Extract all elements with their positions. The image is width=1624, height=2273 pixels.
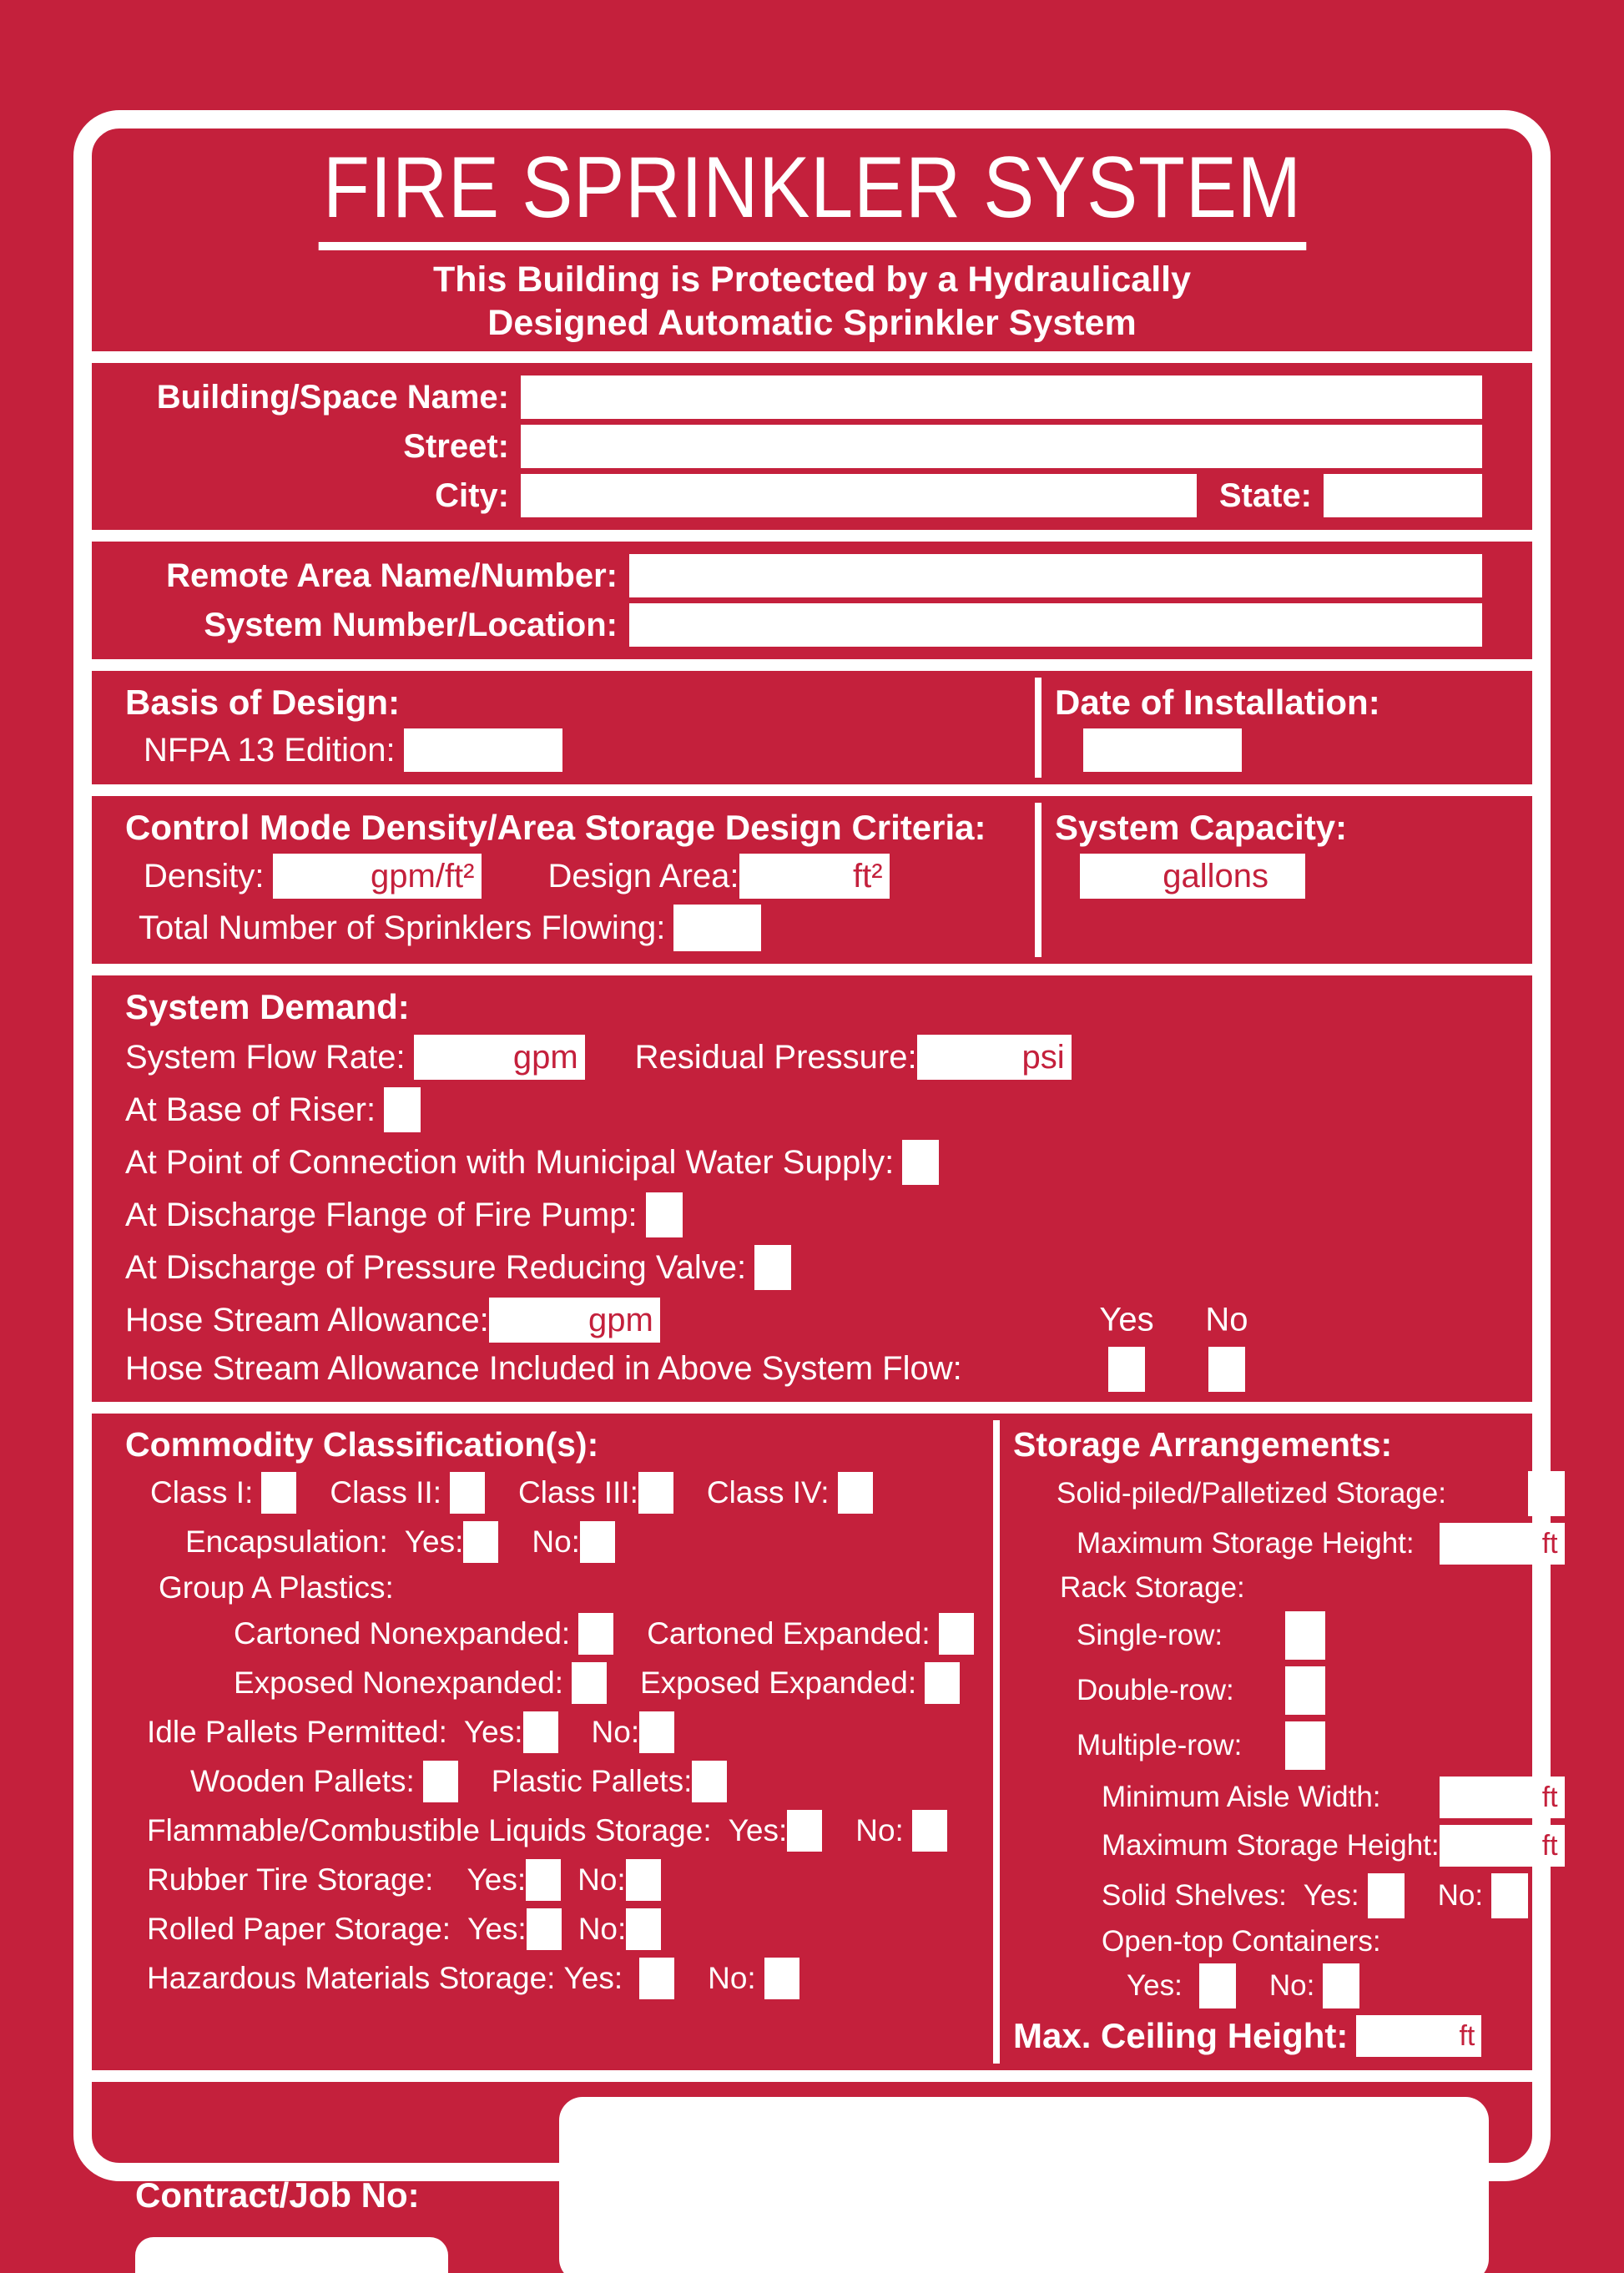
class4-label: Class IV: bbox=[706, 1475, 830, 1510]
rack-storage-label: Rack Storage: bbox=[1060, 1571, 1245, 1605]
hose-unit-label: gpm bbox=[588, 1301, 653, 1338]
sign-panel bbox=[73, 110, 1558, 2215]
idle-pallets-no-label: No: bbox=[591, 1715, 640, 1750]
rubber-tire-label: Rubber Tire Storage: bbox=[147, 1862, 434, 1898]
fire-pump-flange-label: At Discharge Flange of Fire Pump: bbox=[125, 1196, 638, 1233]
sprinklers-flowing-label: Total Number of Sprinklers Flowing: bbox=[139, 909, 666, 946]
capacity-column bbox=[1041, 803, 1499, 957]
commodity-heading: Commodity Classification(s): bbox=[125, 1425, 599, 1464]
subtitle-line-2: Designed Automatic Sprinkler System bbox=[487, 302, 1137, 343]
remote-area-section bbox=[125, 548, 1499, 653]
column-divider bbox=[1035, 678, 1041, 778]
max-storage-height2-input[interactable] bbox=[1440, 1825, 1565, 1867]
capacity-unit-label: gallons bbox=[1163, 857, 1268, 895]
single-row-checkbox[interactable] bbox=[1285, 1611, 1325, 1660]
section-divider bbox=[92, 530, 1532, 542]
rubber-tire-yes-label: Yes: bbox=[467, 1862, 527, 1898]
wooden-pallets-checkbox[interactable] bbox=[423, 1761, 458, 1802]
commodity-column bbox=[125, 1420, 993, 2064]
idle-pallets-label: Idle Pallets Permitted: bbox=[147, 1715, 447, 1750]
class1-checkbox[interactable] bbox=[261, 1472, 296, 1514]
flow-unit-label: gpm bbox=[512, 1038, 578, 1076]
street-input[interactable] bbox=[521, 425, 1482, 468]
system-demand-heading: System Demand: bbox=[125, 987, 410, 1027]
multiple-row-label: Multiple-row: bbox=[1077, 1729, 1243, 1762]
open-top-no-label: No: bbox=[1268, 1969, 1315, 2003]
storage-column bbox=[1000, 1420, 1568, 2064]
group-a-plastics-label: Group A Plastics: bbox=[159, 1570, 394, 1605]
solid-shelves-no-checkbox[interactable] bbox=[1491, 1873, 1528, 1918]
solid-shelves-yes-label: Yes: bbox=[1303, 1879, 1359, 1913]
class2-label: Class II: bbox=[330, 1475, 441, 1510]
system-capacity-input[interactable] bbox=[1080, 854, 1305, 899]
flammable-no-checkbox[interactable] bbox=[912, 1810, 947, 1852]
base-of-riser-label: At Base of Riser: bbox=[125, 1091, 376, 1128]
pressure-reducing-valve-label: At Discharge of Pressure Reducing Valve: bbox=[125, 1248, 747, 1286]
flammable-liquids-label: Flammable/Combustible Liquids Storage: bbox=[147, 1813, 712, 1848]
hazmat-yes-label: Yes: bbox=[563, 1961, 623, 1996]
section-divider bbox=[92, 784, 1532, 796]
section-divider bbox=[92, 351, 1532, 363]
idle-pallets-yes-label: Yes: bbox=[463, 1715, 523, 1750]
open-top-yes-checkbox[interactable] bbox=[1199, 1963, 1236, 2008]
system-demand-section bbox=[125, 982, 1499, 1395]
city-input[interactable] bbox=[521, 474, 1197, 517]
solid-shelves-no-label: No: bbox=[1437, 1879, 1484, 1913]
subtitle-line-1: This Building is Protected by a Hydraulically bbox=[433, 260, 1191, 300]
ft-unit-label: ft bbox=[1541, 1527, 1558, 1560]
building-name-label: Building/Space Name: bbox=[156, 378, 509, 416]
max-ceiling-height-input[interactable] bbox=[1356, 2015, 1481, 2057]
design-criteria-section bbox=[125, 803, 1499, 957]
flammable-yes-checkbox[interactable] bbox=[787, 1810, 822, 1852]
flow-rate-label: System Flow Rate: bbox=[125, 1038, 406, 1076]
density-input[interactable] bbox=[273, 854, 482, 899]
nfpa-edition-label: NFPA 13 Edition: bbox=[144, 731, 396, 769]
remote-area-input[interactable] bbox=[629, 554, 1482, 597]
rolled-paper-label: Rolled Paper Storage: bbox=[147, 1912, 451, 1947]
max-storage-height2-label: Maximum Storage Height: bbox=[1102, 1829, 1440, 1862]
double-row-label: Double-row: bbox=[1077, 1674, 1234, 1707]
hose-stream-label: Hose Stream Allowance: bbox=[125, 1301, 489, 1338]
nfpa-edition-input[interactable] bbox=[404, 728, 562, 772]
encapsulation-label: Encapsulation: bbox=[185, 1525, 388, 1560]
design-area-label: Design Area: bbox=[547, 857, 739, 895]
encapsulation-yes-checkbox[interactable] bbox=[463, 1521, 498, 1563]
max-ceiling-height-label: Max. Ceiling Height: bbox=[1013, 2016, 1349, 2056]
state-input[interactable] bbox=[1324, 474, 1482, 517]
cartoned-nonexpanded-checkbox[interactable] bbox=[578, 1613, 613, 1655]
plastic-pallets-label: Plastic Pallets: bbox=[491, 1764, 693, 1799]
cartoned-expanded-label: Cartoned Expanded: bbox=[647, 1616, 931, 1651]
exposed-nonexpanded-label: Exposed Nonexpanded: bbox=[234, 1666, 563, 1701]
density-unit-label: gpm/ft² bbox=[371, 857, 475, 895]
design-area-input[interactable] bbox=[739, 854, 890, 899]
cartoned-expanded-checkbox[interactable] bbox=[939, 1613, 974, 1655]
hose-included-label: Hose Stream Allowance Included in Above System Flow: bbox=[125, 1350, 962, 1388]
yes-column-header: Yes bbox=[1099, 1301, 1154, 1338]
min-aisle-width-input[interactable] bbox=[1440, 1777, 1565, 1818]
basis-section bbox=[125, 678, 1499, 778]
min-aisle-width-label: Minimum Aisle Width: bbox=[1102, 1781, 1381, 1814]
address-section bbox=[125, 370, 1499, 523]
hazmat-no-label: No: bbox=[708, 1961, 756, 1996]
ft-unit-label: ft bbox=[1541, 1829, 1558, 1862]
class2-checkbox[interactable] bbox=[450, 1472, 485, 1514]
sign-subtitle bbox=[125, 259, 1499, 345]
basis-heading: Basis of Design: bbox=[125, 683, 401, 723]
rolled-paper-yes-checkbox[interactable] bbox=[527, 1908, 562, 1950]
installation-date-heading: Date of Installation: bbox=[1055, 683, 1380, 723]
flammable-no-label: No: bbox=[855, 1813, 904, 1848]
hazmat-no-checkbox[interactable] bbox=[764, 1958, 799, 1999]
wooden-pallets-label: Wooden Pallets: bbox=[190, 1764, 415, 1799]
rubber-tire-yes-checkbox[interactable] bbox=[526, 1859, 561, 1901]
density-label: Density: bbox=[144, 857, 265, 895]
class3-checkbox[interactable] bbox=[638, 1472, 673, 1514]
hazmat-yes-checkbox[interactable] bbox=[639, 1958, 674, 1999]
solid-piled-label: Solid-piled/Palletized Storage: bbox=[1057, 1477, 1446, 1510]
system-flow-rate-input[interactable] bbox=[414, 1035, 585, 1080]
municipal-supply-label: At Point of Connection with Municipal Water Supply: bbox=[125, 1143, 895, 1181]
multiple-row-checkbox[interactable] bbox=[1285, 1721, 1325, 1770]
plastic-pallets-checkbox[interactable] bbox=[692, 1761, 727, 1802]
contract-job-label: Contract/Job No: bbox=[135, 2175, 420, 2215]
commodity-storage-section bbox=[125, 1420, 1558, 2064]
footer-website: FireSignPros.com bbox=[654, 2211, 970, 2252]
open-top-no-checkbox[interactable] bbox=[1323, 1963, 1359, 2008]
installation-date-input[interactable] bbox=[1083, 728, 1242, 772]
city-label: City: bbox=[435, 476, 509, 514]
exposed-expanded-label: Exposed Expanded: bbox=[639, 1666, 917, 1701]
system-number-input[interactable] bbox=[629, 603, 1482, 647]
building-name-input[interactable] bbox=[521, 375, 1482, 419]
sign-content bbox=[92, 129, 1558, 2215]
header-block bbox=[125, 139, 1499, 345]
exposed-expanded-checkbox[interactable] bbox=[925, 1662, 960, 1704]
sprinklers-flowing-input[interactable] bbox=[673, 905, 761, 951]
section-divider bbox=[92, 659, 1532, 671]
class4-checkbox[interactable] bbox=[838, 1472, 873, 1514]
state-label: State: bbox=[1218, 476, 1312, 514]
pressure-reducing-valve-input[interactable] bbox=[754, 1245, 791, 1290]
section-divider bbox=[92, 964, 1532, 975]
no-column-header: No bbox=[1205, 1301, 1248, 1338]
rolled-paper-no-label: No: bbox=[577, 1912, 627, 1947]
fire-pump-flange-input[interactable] bbox=[646, 1192, 683, 1237]
sign-title: FIRE SPRINKLER SYSTEM bbox=[318, 144, 1305, 250]
single-row-label: Single-row: bbox=[1077, 1619, 1223, 1652]
residual-pressure-input[interactable] bbox=[917, 1035, 1072, 1080]
max-storage-height-label: Maximum Storage Height: bbox=[1077, 1527, 1415, 1560]
remote-area-label: Remote Area Name/Number: bbox=[166, 557, 618, 594]
design-area-unit-label: ft² bbox=[852, 857, 883, 895]
capacity-heading: System Capacity: bbox=[1055, 808, 1348, 848]
ft-unit-label: ft bbox=[1459, 2019, 1475, 2052]
column-divider bbox=[1035, 803, 1041, 957]
criteria-column bbox=[125, 803, 1035, 957]
installation-date-column bbox=[1041, 678, 1499, 778]
rolled-paper-yes-label: Yes: bbox=[467, 1912, 527, 1947]
rolled-paper-no-checkbox[interactable] bbox=[626, 1908, 661, 1950]
idle-pallets-yes-checkbox[interactable] bbox=[523, 1711, 558, 1753]
residual-unit-label: psi bbox=[1021, 1038, 1065, 1076]
system-number-label: System Number/Location: bbox=[204, 606, 618, 643]
encapsulation-no-checkbox[interactable] bbox=[580, 1521, 615, 1563]
ft-unit-label: ft bbox=[1541, 1781, 1558, 1813]
exposed-nonexpanded-checkbox[interactable] bbox=[572, 1662, 607, 1704]
encapsulation-yes-label: Yes: bbox=[404, 1525, 464, 1560]
cartoned-nonexpanded-label: Cartoned Nonexpanded: bbox=[234, 1616, 571, 1651]
double-row-checkbox[interactable] bbox=[1285, 1666, 1325, 1715]
rubber-tire-no-checkbox[interactable] bbox=[626, 1859, 661, 1901]
open-top-yes-label: Yes: bbox=[1127, 1969, 1183, 2003]
section-divider bbox=[92, 2070, 1532, 2082]
encapsulation-no-label: No: bbox=[532, 1525, 580, 1560]
rubber-tire-no-label: No: bbox=[577, 1862, 626, 1898]
section-divider bbox=[92, 1402, 1532, 1414]
street-label: Street: bbox=[403, 427, 509, 465]
class3-label: Class III: bbox=[518, 1475, 638, 1510]
hose-included-no-checkbox[interactable] bbox=[1208, 1347, 1245, 1392]
idle-pallets-no-checkbox[interactable] bbox=[639, 1711, 674, 1753]
flammable-yes-label: Yes: bbox=[728, 1813, 788, 1848]
criteria-heading: Control Mode Density/Area Storage Design Criteria: bbox=[125, 808, 986, 848]
solid-shelves-label: Solid Shelves: bbox=[1102, 1879, 1287, 1913]
municipal-supply-input[interactable] bbox=[902, 1140, 939, 1185]
base-of-riser-input[interactable] bbox=[384, 1087, 421, 1132]
basis-column bbox=[125, 678, 1035, 778]
solid-shelves-yes-checkbox[interactable] bbox=[1368, 1873, 1405, 1918]
hose-stream-input[interactable] bbox=[489, 1298, 660, 1343]
hazmat-label: Hazardous Materials Storage: bbox=[147, 1961, 556, 1996]
max-storage-height-input[interactable] bbox=[1440, 1523, 1565, 1565]
class1-label: Class I: bbox=[150, 1475, 254, 1510]
open-top-label: Open-top Containers: bbox=[1102, 1925, 1381, 1958]
storage-heading: Storage Arrangements: bbox=[1013, 1425, 1393, 1464]
residual-pressure-label: Residual Pressure: bbox=[634, 1038, 917, 1076]
hose-included-yes-checkbox[interactable] bbox=[1108, 1347, 1145, 1392]
column-divider bbox=[993, 1420, 1000, 2064]
solid-piled-checkbox[interactable] bbox=[1528, 1471, 1565, 1516]
